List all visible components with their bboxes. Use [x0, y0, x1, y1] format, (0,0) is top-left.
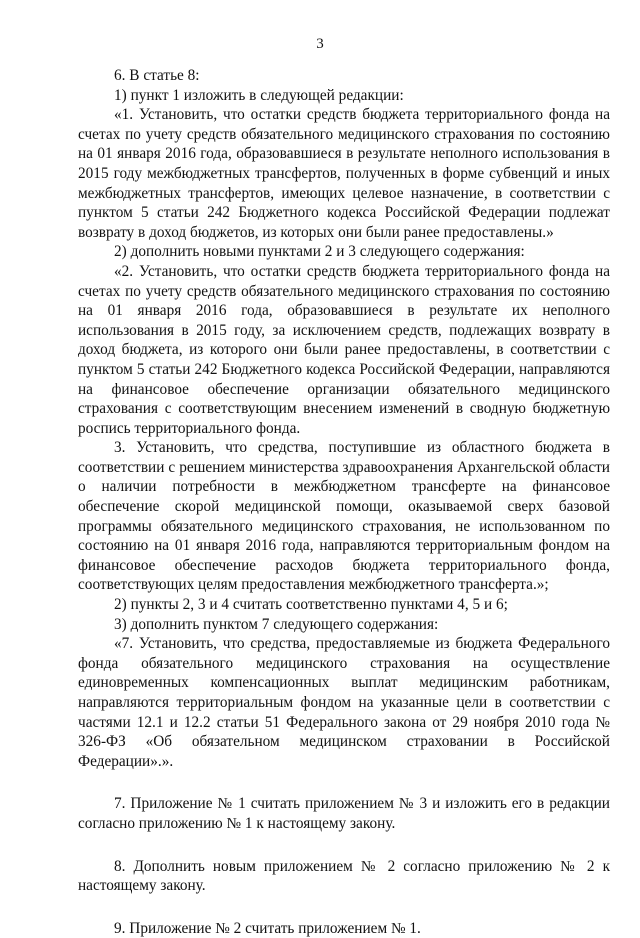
page-number: 3 [316, 36, 324, 52]
clause-2-intro: 2) дополнить новыми пунктами 2 и 3 следующего содержания: [114, 243, 525, 261]
clause-7-intro: 3) дополнить пунктом 7 следующего содержания: [114, 615, 439, 633]
item-9: 9. Приложение № 2 считать приложением № 1. [114, 919, 421, 937]
article-heading: 6. В статье 8: [114, 67, 200, 84]
item-8: 8. Дополнить новым приложением № 2 согласно приложению № 2 к настоящему закону. [78, 857, 610, 895]
document-body [78, 66, 610, 938]
clause-3-text: 3. Установить, что средства, поступившие из областного бюджета в соответствии с решением министерства здравоохранения Архангельской области о наличии потребности в межбюджетном трансферте на финансовое обеспечение скорой медицинской помощи, оказываемой сверх базовой программы обязательного медицинского страхования, не использованном по состоянию на 01 января 2016 года, направляются территориальным фондом на финансовое обеспечение расходов бюджета территориального фонда, соответствующих целям предоставления межбюджетного трансферта.»; [78, 439, 610, 594]
renumber-clause: 2) пункты 2, 3 и 4 считать соответственно пунктами 4, 5 и 6; [114, 596, 508, 614]
clause-1-text: «1. Установить, что остатки средств бюджета территориального фонда на счетах по учету средств обязательного медицинского страхования по состоянию на 01 января 2016 года, образовавшиеся в результате неполного использования в 2015 году межбюджетных трансфертов, полученных в форме субвенций и иных межбюджетных трансфертов, имеющих целевое назначение, в соответствии с пунктом 5 статьи 242 Бюджетного кодекса Российской Федерации подлежат возврату в доход бюджетов, из которых они были ранее предоставлены.» [78, 106, 610, 241]
clause-1-intro: 1) пункт 1 изложить в следующей редакции: [114, 86, 404, 104]
item-7: 7. Приложение № 1 считать приложением № 3 и изложить его в редакции согласно приложению № 1 к настоящему закону. [78, 795, 610, 832]
clause-2-text: «2. Установить, что остатки средств бюджета территориального фонда на счетах по учету средств обязательного медицинского страхования по состоянию на 01 января 2016 года, образовавшиеся в результате их неполного использования в 2015 году, за исключением средств, подлежащих возврату в доход бюджета, из которого они были ранее предоставлены, в соответствии с пунктом 5 статьи 242 Бюджетного кодекса Российской Федерации, направляются на финансовое обеспечение организации обязательного медицинского страхования с соответствующим внесением изменений в сводную бюджетную роспись территориального фонда. [78, 262, 610, 437]
clause-7-text: «7. Установить, что средства, предоставляемые из бюджета Федерального фонда обязательного медицинского страхования на осуществление единовременных компенсационных выплат медицинским работникам, направляются территориальным фондом на указанные цели в соответствии с частями 12.1 и 12.2 статьи 51 Федерального закона от 29 ноября 2010 года № 326-ФЗ «Об обязательном медицинском страховании в Российской Федерации».». [78, 635, 610, 770]
